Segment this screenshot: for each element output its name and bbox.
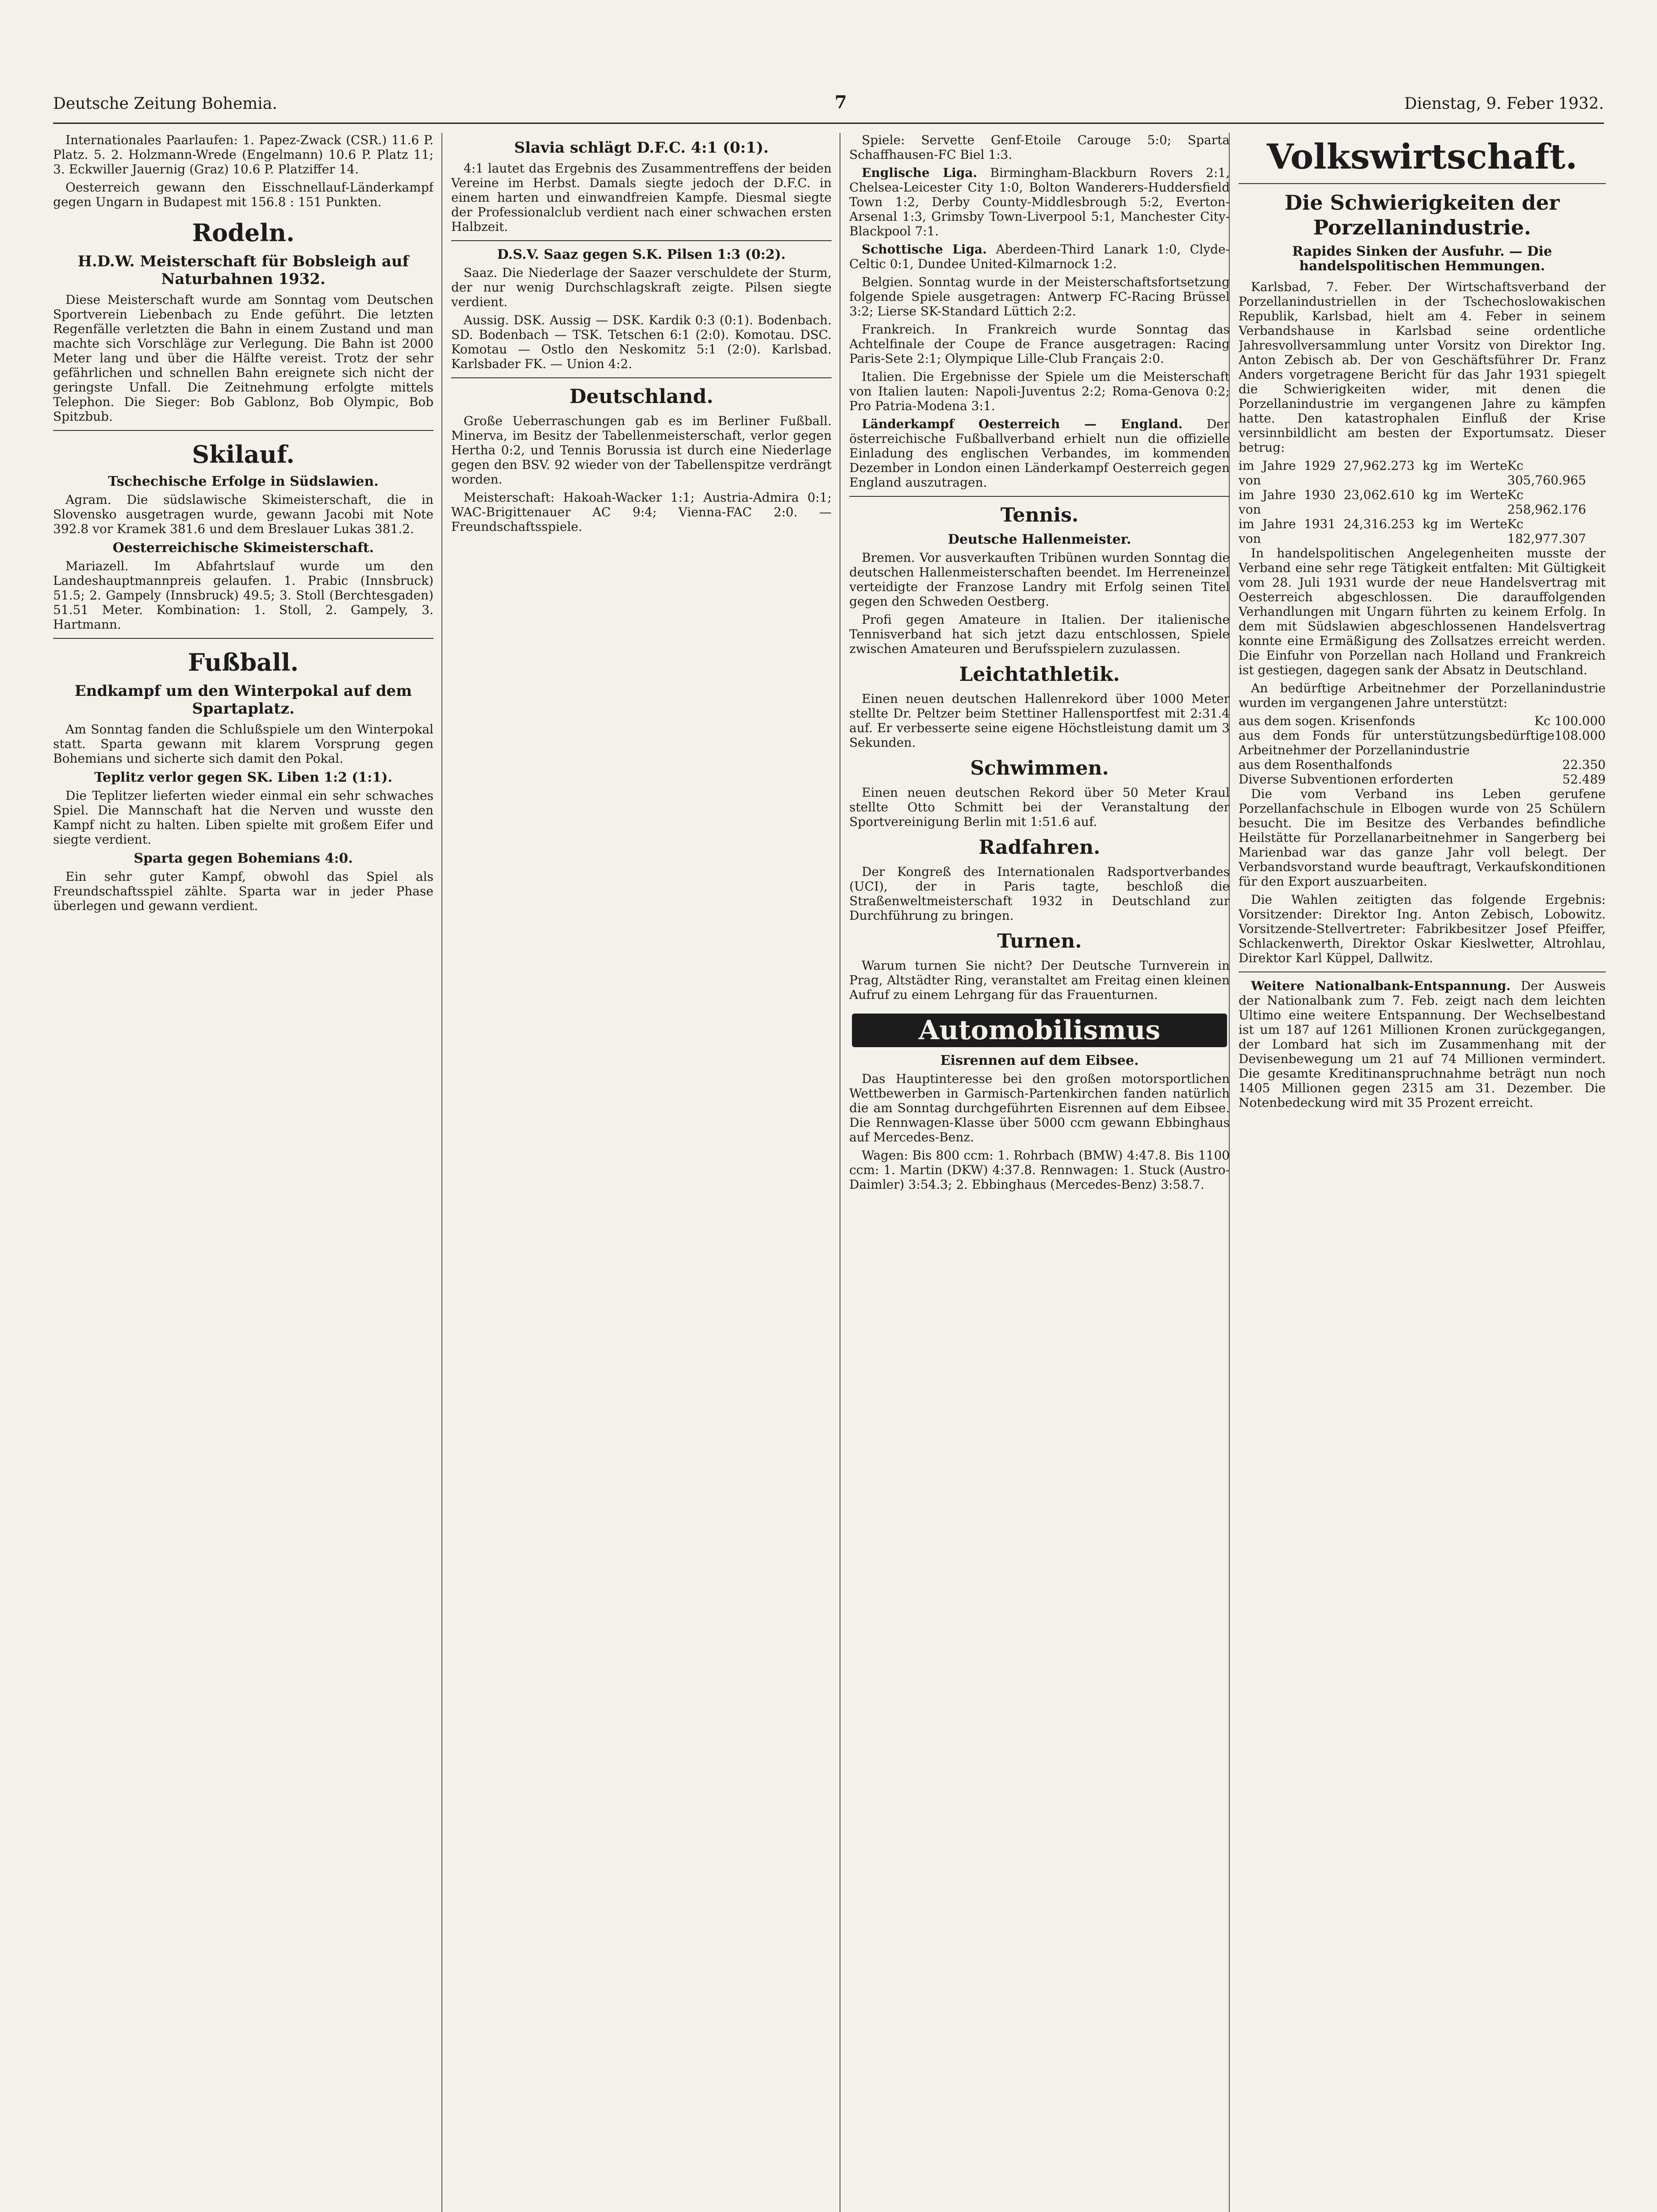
stat-label: im Jahre 1930 23,062.610 kg im Werte von	[1239, 488, 1507, 517]
sparta-article: Ein sehr guter Kampf, obwohl das Spiel als Freundschaftsspiel zählte. Sparta war in jeder Phase überlegen und gewann verdient.	[53, 869, 433, 913]
stat-value: Kc 305,760.965	[1507, 458, 1586, 488]
divider	[451, 377, 832, 378]
stat-label: im Jahre 1931 24,316.253 kg im Werte von	[1239, 517, 1507, 546]
column-1	[53, 133, 433, 2212]
oesterreich-results: Meisterschaft: Hakoah-Wacker 1:1; Austria-Admira 0:1; WAC-Brigittenauer AC 9:4; Vienna-FAC 2:0. — Freundschaftsspiele.	[451, 490, 832, 534]
laenderkampf-label: Länderkampf Oesterreich — England.	[862, 417, 1183, 431]
stat-label: im Jahre 1929 27,962.273 kg im Werte von	[1239, 458, 1507, 488]
fund-label: aus dem Fonds für unterstützungsbedürftige Arbeitnehmer der Porzellanindustrie	[1239, 728, 1555, 757]
wahlen-paragraph: Die Wahlen zeitigten das folgende Ergebnis: Vorsitzender: Direktor Ing. Anton Zebisch, Lobowitz. Vorsitzende-Stellvertreter: Fabrikbesitzer Josef Pfeiffer, Schlackenwerth, Direktor Oskar Kieslwetter, Altrohlau, Direktor Karl Küppel, Dallwitz.	[1239, 892, 1606, 965]
fund-label: aus dem sogen. Krisenfonds	[1239, 714, 1415, 728]
england-text: Birmingham-Blackburn Rovers 2:1, Chelsea-Leicester City 1:0, Bolton Wanderers-Huddersfield Town 1:2, Derby County-Middlesbrough 5:2, Everton-Arsenal 1:3, Grimsby Town-Liverpool 5:1, Manchester City-Blackpool 7:1.	[849, 165, 1230, 238]
scotland-label: Schottische Liga.	[862, 242, 987, 257]
nationalbank-article	[1239, 979, 1606, 1110]
scotland-text: Aberdeen-Third Lanark 1:0, Clyde-Celtic 0:1, Dundee United-Kilmarnock 1:2.	[849, 242, 1230, 271]
page-header	[53, 75, 1604, 124]
divider	[451, 240, 832, 241]
ski-subhead: Tschechische Erfolge in Südslawien.	[108, 474, 379, 489]
deutschland-article: Große Ueberraschungen gab es im Berliner Fußball. Minerva, im Besitz der Tabellenmeisterschaft, verlor gegen Hertha 0:2, und Tennis Borussia ist durch eine Niederlage gegen den BSV. 92 wieder von der Tabellenspitze verdrängt worden.	[451, 414, 832, 487]
issue-date: Dienstag, 9. Feber 1932.	[1404, 95, 1604, 113]
fund-value: 52.489	[1562, 772, 1606, 787]
fund-label: Diverse Subventionen erforderten	[1239, 772, 1454, 787]
divider	[849, 496, 1230, 497]
eibsee-results: Wagen: Bis 800 ccm: 1. Rohrbach (BMW) 4:47.8. Bis 1100 ccm: 1. Martin (DKW) 4:37.8. Rennwagen: 1. Stuck (Austro-Daimler) 3:54.3; 2. Ebbinghaus (Mercedes-Benz) 3:58.7.	[849, 1148, 1230, 1192]
divider	[1239, 183, 1606, 184]
fund-table	[1239, 714, 1606, 787]
teplitz-article: Die Teplitzer lieferten wieder einmal ein sehr schwaches Spiel. Die Mannschaft hat die Nerven und wusste den Kampf nicht zu halten. Liben spielte mit großem Eifer und siegte verdient.	[53, 788, 433, 847]
porzellan-headline: Die Schwierigkeiten der Porzellanindustrie.	[1285, 191, 1560, 239]
tennis-subhead: Deutsche Hallenmeister.	[947, 532, 1132, 547]
schwimmen-article: Einen neuen deutschen Rekord über 50 Meter Kraul stellte Otto Schmitt bei der Veranstaltung der Sportvereinigung Berlin mit 1:51.6 auf.	[849, 785, 1230, 829]
column-4	[1239, 133, 1606, 2212]
divider	[53, 430, 433, 431]
section-tennis: Tennis.	[1000, 504, 1079, 526]
paarlaufen-results: Internationales Paarlaufen: 1. Papez-Zwack (CSR.) 11.6 P. Platz. 5. 2. Holzmann-Wrede (Engelmann) 10.6 P. Platz 11; 3. Eckwiller Jauernig (Graz) 10.6 P. Platziffer 14.	[53, 133, 433, 177]
dsv-article: Saaz. Die Niederlage der Saazer verschuldete der Sturm, der nur wenig Durchschlagskraft zeigte. Pilsen siegte verdient.	[451, 265, 832, 309]
italy-results: Italien. Die Ergebnisse der Spiele um die Meisterschaft von Italien lauten: Napoli-Juventus 2:2; Roma-Genova 0:2; Pro Patria-Modena 3:1.	[849, 369, 1230, 413]
porzellan-paragraph-2: In handelspolitischen Angelegenheiten musste der Verband eine sehr rege Tätigkeit entfalten: Mit Gültigkeit vom 28. Juli 1931 wurde der neue Handelsvertrag mit Oesterreich abgeschlossen. Die darauffolgenden Verhandlungen mit Ungarn führten zu keinem Erfolg. In dem mit Südslawien abgeschlossenen Handelsvertrag konnte eine Ermäßigung des Zollsatzes erreicht werden. Die Einfuhr von Porzellan nach Holland und Frankreich ist gestiegen, dagegen sank der Absatz in Deutschland.	[1239, 546, 1606, 677]
export-stat-row	[1239, 488, 1606, 517]
section-turnen: Turnen.	[997, 930, 1082, 952]
eibsee-article: Das Hauptinteresse bei den großen motorsportlichen Wettbewerben in Garmisch-Partenkirchen fanden natürlich die am Sonntag durchgeführten Eisrennen auf dem Eibsee. Die Rennwagen-Klasse über 5000 ccm gewann Ebbinghaus auf Mercedes-Benz.	[849, 1071, 1230, 1144]
porzellan-paragraph-3: Die vom Verband ins Leben gerufene Porzellanfachschule in Elbogen wurde von 25 Schülern besucht. Die im Besitze des Verbandes befindliche Heilstätte für Porzellanarbeitnehmer in Sangerberg bei Marienbad war das ganze Jahr voll belegt. Der Verbandsvorstand wurde beauftragt, Verkaufskonditionen für den Export auszuarbeiten.	[1239, 787, 1606, 889]
stat-value: Kc 258,962.176	[1507, 488, 1586, 517]
fund-row	[1239, 714, 1606, 728]
column-3	[849, 133, 1230, 2212]
fund-value: 22.350	[1562, 757, 1606, 772]
porzellan-paragraph-1: Karlsbad, 7. Feber. Der Wirtschaftsverband der Porzellanindustriellen in der Tschechoslowakischen Republik, Karlsbad, hielt am 4. Feber in seinem Verbandshause in Karlsbad seine ordentliche Jahresvollversammlung unter Vorsitz von Direktor Ing. Anton Zebisch ab. Der von Geschäftsführer Dr. Franz Anders vorgetragene Bericht für das Jahr 1931 spiegelt die Schwierigkeiten wider, mit denen die Porzellanindustrie im vergangenen Jahre zu kämpfen hatte. Den katastrophalen Einfluß der Krise versinnbildlicht am besten der Exportumsatz. Dieser betrug:	[1239, 280, 1606, 455]
ski-article: Agram. Die südslawische Skimeisterschaft, die in Slovensko ausgetragen wurde, gewann Jacobi mit Note 392.8 vor Kramek 381.6 und dem Breslauer Lukas 381.2.	[53, 492, 433, 536]
nationalbank-text: Der Ausweis der Nationalbank zum 7. Feb. zeigt nach dem leichten Ultimo eine weitere Entspannung. Der Wechselbestand ist um 187 auf 1261 Millionen Kronen zurückgegangen, der Lombard hat sich im Zusammenhang mit der Devisenbewegung um 21 auf 74 Millionen vermindert. Die gesamte Kreditinanspruchnahme beträgt nun noch 1405 Millionen gegen 2315 am 31. Dezember. Die Notenbedeckung wird mit 35 Prozent erreicht.	[1239, 979, 1606, 1110]
export-stat-row	[1239, 458, 1606, 488]
oe-ski-article: Mariazell. Im Abfahrtslauf wurde um den Landeshauptmannpreis gelaufen. 1. Prabic (Innsbruck) 51.5; 2. Gampely (Innsbruck) 49.5; 3. Stoll (Berchtesgaden) 51.51 Meter. Kombination: 1. Stoll, 2. Gampely, 3. Hartmann.	[53, 559, 433, 632]
section-radfahren: Radfahren.	[978, 836, 1101, 859]
fund-value: Kc 100.000	[1534, 714, 1606, 728]
fund-value: 108.000	[1554, 728, 1606, 743]
section-schwimmen: Schwimmen.	[970, 757, 1109, 780]
fund-row	[1239, 772, 1606, 787]
export-stats	[1239, 458, 1606, 546]
sparta-head: Sparta gegen Bohemians 4:0.	[134, 851, 353, 866]
column-rule	[441, 133, 442, 2212]
page-number: 7	[834, 92, 847, 113]
bob-article: Diese Meisterschaft wurde am Sonntag vom Deutschen Sportverein Liebenbach zu Ende geführt. Die letzten Regenfälle verletzten die Bahn in einem Zustand und man machte sich Vorschläge zur Verlegung. Die Bahn ist 2000 Meter lang und über die Hälfte vereist. Trotz der sehr gefährlichen und schnellen Bahn ereignete sich nicht der geringste Unfall. Die Zeitnehmung erfolgte mittels Telephon. Die Sieger: Bob Gablonz, Bob Olympic, Bob Spitzbub.	[53, 292, 433, 424]
belgium-results: Belgien. Sonntag wurde in der Meisterschaftsfortsetzung folgende Spiele ausgetragen: Antwerp FC-Racing Brüssel 3:2; Lierse SK-Standard Lüttich 2:2.	[849, 275, 1230, 319]
regional-results: Aussig. DSK. Aussig — DSK. Kardik 0:3 (0:1). Bodenbach. SD. Bodenbach — TSK. Tetschen 6:1 (2:0). Komotau. DSC. Komotau — Ostlo den Neskomitz 5:1 (2:0). Karlsbad. Karlsbader FK. — Union 4:2.	[451, 313, 832, 371]
leichtathletik-article: Einen neuen deutschen Hallenrekord über 1000 Meter stellte Dr. Peltzer beim Stettiner Hallensportfest mit 2:31.4 auf. Er verbesserte seine eigene Höchstleistung damit um 3 Sekunden.	[849, 691, 1230, 750]
turnen-article: Warum turnen Sie nicht? Der Deutsche Turnverein in Prag, Altstädter Ring, veranstaltet am Freitag einen kleinen Aufruf zu einem Lehrgang für das Frauenturnen.	[849, 958, 1230, 1002]
nationalbank-label: Weitere Nationalbank-Entspannung.	[1251, 979, 1511, 993]
section-fussball: Fußball.	[188, 648, 299, 676]
volkswirtschaft-title: Volkswirtschaft.	[1266, 137, 1578, 177]
scotland-results	[849, 242, 1230, 271]
fund-label: aus dem Rosenthalfonds	[1239, 757, 1392, 772]
radfahren-article: Der Kongreß des Internationalen Radsportverbandes (UCI), der in Paris tagte, beschloß die Straßenweltmeisterschaft 1932 in Deutschland zur Durchführung zu bringen.	[849, 864, 1230, 923]
teplitz-head: Teplitz verlor gegen SK. Liben 1:2 (1:1).	[94, 770, 392, 785]
section-skilauf: Skilauf.	[192, 440, 295, 469]
laenderkampf-text: Der österreichische Fußballverband erhielt nun die offizielle Einladung des englischen Verbandes, im kommenden Dezember in London einen Länderkampf Oesterreich gegen England auszutragen.	[849, 417, 1230, 490]
stat-value: Kc 182,977.307	[1507, 517, 1586, 546]
england-label: Englische Liga.	[862, 165, 978, 180]
slavia-article: 4:1 lautet das Ergebnis des Zusammentreffens der beiden Vereine im Herbst. Damals siegte jedoch der D.F.C. in einem harten und einwandfreien Kampfe. Diesmal siegte der Professionalclub verdient nach einer schwachen ersten Halbzeit.	[451, 161, 832, 234]
swiss-results: Spiele: Servette Genf-Etoile Carouge 5:0; Sparta Schaffhausen-FC Biel 1:3.	[849, 133, 1230, 162]
porzellan-deck: Rapides Sinken der Ausfuhr. — Die handelspolitischen Hemmungen.	[1292, 244, 1552, 274]
eibsee-headline: Eisrennen auf dem Eibsee.	[940, 1053, 1139, 1068]
fund-intro: An bedürftige Arbeitnehmer der Porzellanindustrie wurden im vergangenen Jahre unterstützt:	[1239, 681, 1606, 710]
profi-article: Profi gegen Amateure in Italien. Der italienische Tennisverband hat sich jetzt dazu entschlossen, Spiele zwischen Amateuren und Berufsspielern zuzulassen.	[849, 612, 1230, 656]
winterpokal-article: Am Sonntag fanden die Schlußspiele um den Winterpokal statt. Sparta gewann mit klarem Vorsprung gegen Bohemians und sicherte sich damit den Pokal.	[53, 722, 433, 766]
tennis-article: Bremen. Vor ausverkauften Tribünen wurden Sonntag die deutschen Hallenmeisterschaften beendet. Im Herreneinzel verteidigte der Franzose Landry mit Erfolg seinen Titel gegen den Schweden Oestberg.	[849, 550, 1230, 609]
newspaper-name: Deutsche Zeitung Bohemia.	[53, 95, 277, 113]
section-rodeln: Rodeln.	[192, 219, 295, 247]
divider	[53, 638, 433, 639]
england-results	[849, 165, 1230, 238]
export-stat-row	[1239, 517, 1606, 546]
bob-headline: H.D.W. Meisterschaft für Bobsleigh auf Naturbahnen 1932.	[77, 253, 409, 288]
fund-row	[1239, 757, 1606, 772]
slavia-headline: Slavia schlägt D.F.C. 4:1 (0:1).	[514, 139, 769, 157]
france-results: Frankreich. In Frankreich wurde Sonntag das Achtelfinale der Coupe de France ausgetragen: Racing Paris-Sete 2:1; Olympique Lille-Club Français 2:0.	[849, 322, 1230, 366]
section-leichtathletik: Leichtathletik.	[959, 663, 1120, 686]
dsv-headline: D.S.V. Saaz gegen S.K. Pilsen 1:3 (0:2).	[497, 247, 786, 262]
oe-ski-head: Oesterreichische Skimeisterschaft.	[112, 540, 374, 556]
laenderkampf	[849, 417, 1230, 490]
winterpokal-headline: Endkampf um den Winterpokal auf dem Spartaplatz.	[74, 682, 412, 718]
eisschnellauf-notice: Oesterreich gewann den Eisschnellauf-Länderkampf gegen Ungarn in Budapest mit 156.8 : 151 Punkten.	[53, 180, 433, 209]
automobilismus-banner: Automobilismus	[852, 1014, 1227, 1047]
deutschland-head: Deutschland.	[569, 385, 713, 408]
column-2	[451, 133, 832, 2212]
fund-row	[1239, 728, 1606, 757]
